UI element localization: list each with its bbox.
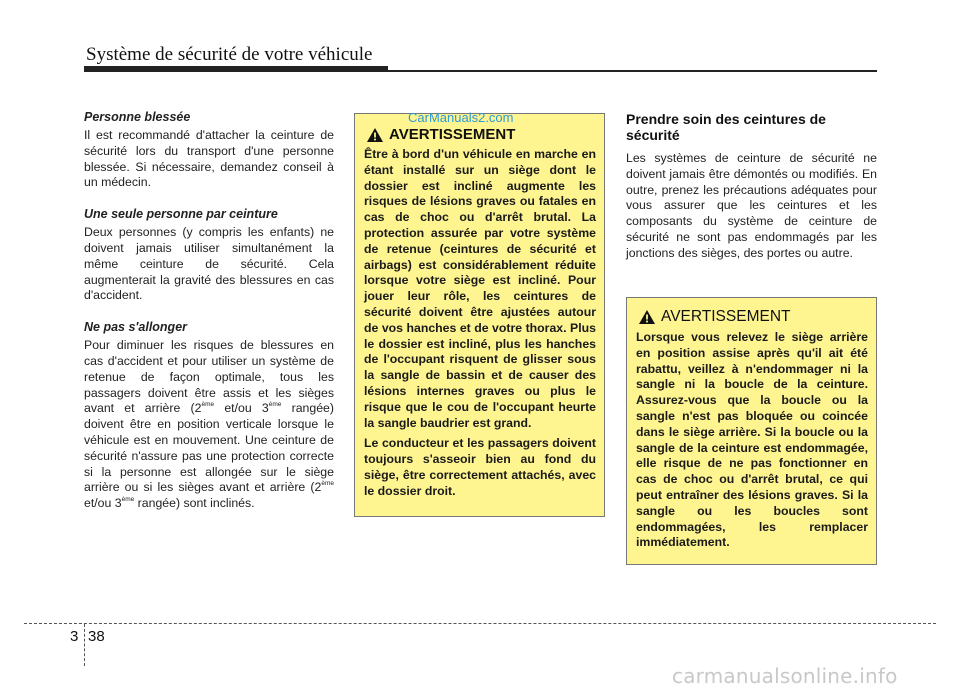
warning-box-rear-seat: [626, 297, 877, 565]
warning-paragraph: Le conducteur et les passagers doivent toujours s'asseoir bien au fond du siège, être correctement attachés, avec le dossier droit.: [364, 436, 596, 498]
warning-paragraph: Être à bord d'un véhicule en marche en étant installé sur un siège dont le dossier est incliné augmente les risques de lésions graves ou fatales en cas de choc ou d'arrêt brutal. La protection assurée par votre système de retenue (ceintures de sécurité et airbags) est considérablement réduite lorsque votre siège est incliné. Pour jouer leur rôle, les ceintures de sécurité doivent être ajustées autour de vos hanches et de votre thorax. Plus le dossier est incliné, plus les hanches de l'occupant risquent de glisser sous la sangle de bassin et de causer des lésions internes graves ou plus le risque que le cou de l'occupant heurte la sangle baudrier est grand.: [364, 147, 596, 430]
section-heading-no-reclining: Ne pas s'allonger: [84, 320, 188, 335]
page-number: 38: [88, 628, 105, 645]
warning-triangle-icon: [638, 309, 656, 325]
section-heading-injured: Personne blessée: [84, 110, 191, 124]
site-watermark: carmanualsonline.info: [672, 664, 898, 688]
section-text-injured: Il est recommandé d'attacher la ceinture de sécurité lors du transport d'une personne blessée. Si nécessaire, demandez conseil à un médecin.: [84, 128, 334, 190]
left-column: [84, 110, 334, 528]
footer-divider: [84, 624, 85, 666]
header-rule-thin: [84, 70, 877, 72]
page-header-title: Système de sécurité de votre véhicule: [86, 44, 373, 65]
warning-title: AVERTISSEMENT: [661, 308, 791, 325]
chapter-number: 3: [70, 628, 79, 645]
section-text-belt-care: Les systèmes de ceinture de sécurité ne doivent jamais être démontés ou modifiés. En outre, prenez les précautions adéquates pour vous assurer que les ceintures et les composants du système de ceinture de sécurité ne sont pas endommagés par les jonctions des sièges, des portes ou autre.: [626, 151, 877, 260]
watermark-text: CarManuals2.com: [408, 110, 514, 125]
section-text-one-per-belt: Deux personnes (y compris les enfants) ne doivent jamais utiliser simultanément la même ceinture de sécurité. Cela augmenterait la gravité des blessures en cas d'accident.: [84, 225, 334, 303]
right-column: [626, 112, 877, 262]
warning-header: [636, 308, 868, 326]
warning-title: AVERTISSEMENT: [389, 126, 516, 143]
warning-triangle-icon: [366, 127, 384, 143]
footer-rule: [24, 623, 936, 624]
warning-paragraph: Lorsque vous relevez le siège arrière en position assise après qu'il ait été rabattu, veillez à n'endommager ni la sangle ni la boucle de la ceinture. Assurez-vous que la boucle ou la sangle n'est pas bloquée ou coincée dans le siège arrière. Si la boucle ou la sangle de la ceinture est endommagée, elle risque de ne pas fonctionner en cas de choc ou d'arrêt brutal, ce qui peut entraîner des lésions graves. Si la sangle ou les boucles sont endommagées, les remplacer immédiatement.: [636, 330, 868, 550]
section-heading-belt-care: Prendre soin des ceintures de sécurité: [626, 111, 826, 143]
warning-header: [364, 126, 596, 143]
section-text-no-reclining: Pour diminuer les risques de blessures en cas d'accident et pour utiliser un système de retenue de façon optimale, tous les passagers doivent être assis et les sièges avant et arrière (2ème et/ou 3ème rangée) doivent être en position verticale lorsque le véhicule est en mouvement. Une ceinture de sécurité n'assure pas une protection correcte si la personne est allongée sur le siège arrière ou si les sièges avant et arrière (2ème et/ou 3ème rangée) sont inclinés.: [84, 338, 334, 511]
warning-box-reclined-seat: [354, 113, 605, 517]
section-heading-one-per-belt: Une seule personne par ceinture: [84, 207, 278, 222]
